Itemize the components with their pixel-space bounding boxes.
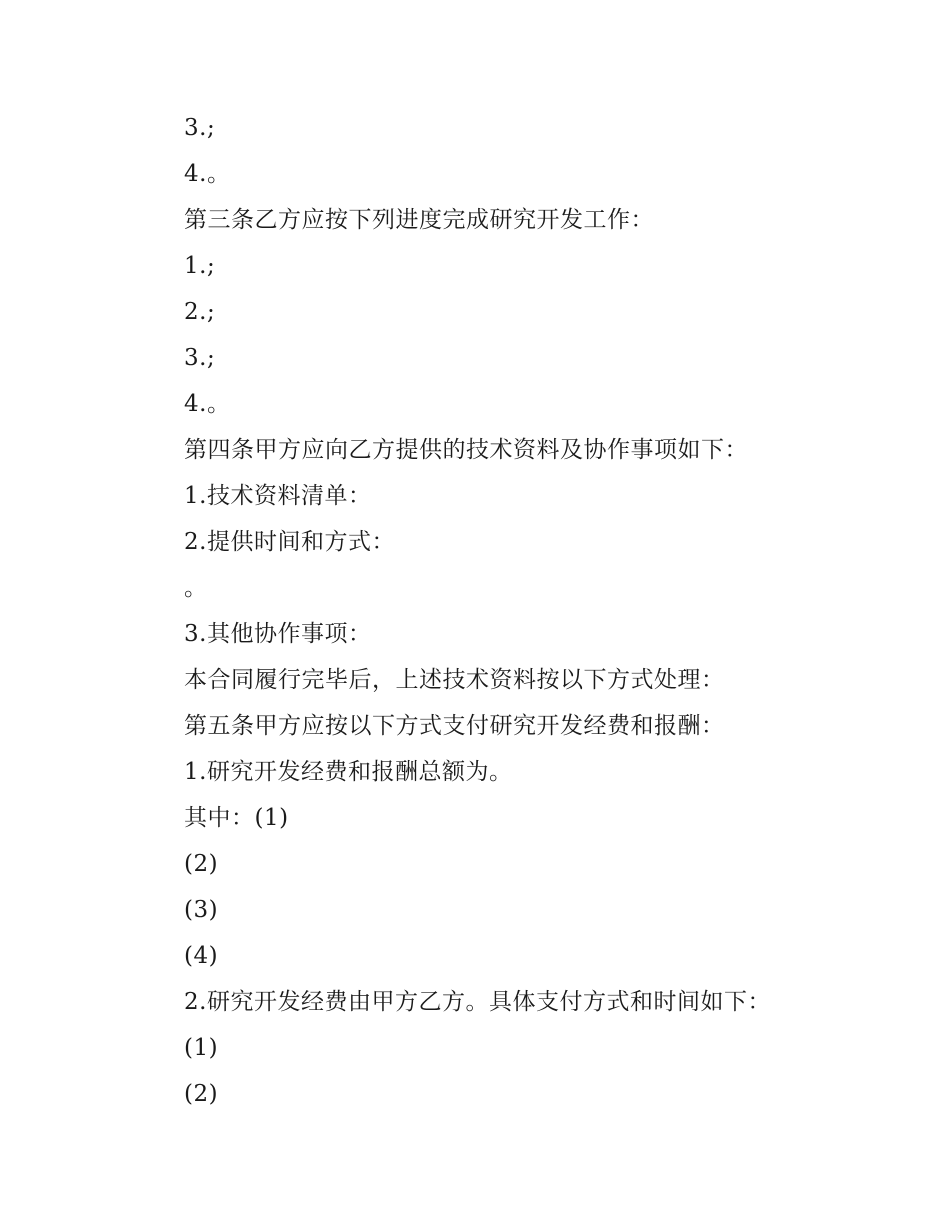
materials-handling: 本合同履行完毕后，上述技术资料按以下方式处理：	[184, 667, 725, 693]
list-item-3: 3.;	[184, 115, 216, 141]
document-body	[184, 105, 884, 1117]
total-amount: 1.研究开发经费和报酬总额为。	[184, 759, 513, 785]
payment-method: 2.研究开发经费由甲方乙方。具体支付方式和时间如下：	[184, 989, 771, 1015]
progress-item-3: 3.;	[184, 345, 216, 371]
end-mark: 。	[184, 575, 208, 601]
progress-item-4: 4.。	[184, 391, 231, 417]
tech-materials-list: 1.技术资料清单：	[184, 483, 372, 509]
breakdown-item-3: (3)	[184, 897, 219, 923]
article-3-heading: 第三条乙方应按下列进度完成研究开发工作：	[184, 207, 654, 233]
breakdown-item-4: (4)	[184, 943, 219, 969]
progress-item-2: 2.;	[184, 299, 216, 325]
breakdown-item-2: (2)	[184, 851, 219, 877]
payment-item-1: (1)	[184, 1035, 219, 1061]
article-4-heading: 第四条甲方应向乙方提供的技术资料及协作事项如下：	[184, 437, 748, 463]
breakdown-item-1: 其中：(1)	[184, 805, 289, 831]
list-item-4: 4.。	[184, 161, 231, 187]
other-cooperation: 3.其他协作事项：	[184, 621, 372, 647]
payment-item-2: (2)	[184, 1081, 219, 1107]
progress-item-1: 1.;	[184, 253, 216, 279]
article-5-heading: 第五条甲方应按以下方式支付研究开发经费和报酬：	[184, 713, 725, 739]
provision-time-method: 2.提供时间和方式：	[184, 529, 395, 555]
